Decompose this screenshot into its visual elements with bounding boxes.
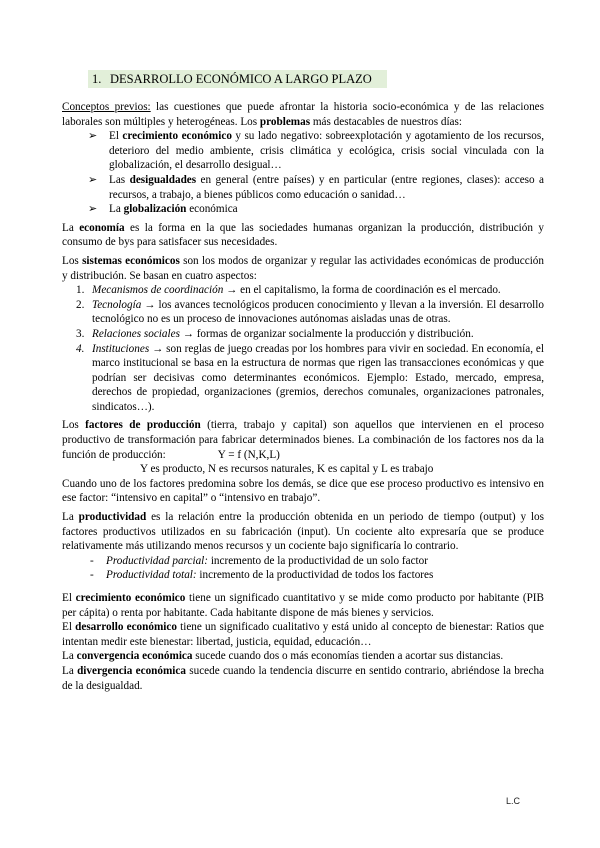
item-number: 3. bbox=[76, 327, 85, 340]
item-label: Mecanismos de coordinación bbox=[92, 284, 224, 297]
sistemas-paragraph bbox=[62, 254, 544, 283]
item-number: 1. bbox=[76, 284, 85, 297]
list-item bbox=[62, 568, 544, 583]
conceptos-intro-end: más destacables de nuestros días: bbox=[310, 115, 462, 128]
divergencia-paragraph bbox=[62, 664, 544, 693]
item-text: incremento de la productividad de un solo factor bbox=[208, 554, 428, 567]
item-text: → los avances tecnológicos producen conocimiento y llevan a la inversión. El desarrollo tecnológico no es un proceso de innovaciones autónomas aisladas unas de otras. bbox=[92, 298, 544, 326]
item-text: y su lado negativo: sobreexplotación y agotamiento de los recursos, deterioro del medio ambiente, crisis climática y ecológica, crisis social vinculada con la globalización, el desarrollo desigual… bbox=[109, 130, 545, 172]
arrow-bullet-icon: ➢ bbox=[88, 203, 98, 216]
economia-term: economía bbox=[79, 221, 125, 234]
list-item bbox=[62, 554, 544, 569]
divergencia-term: divergencia económica bbox=[77, 664, 186, 677]
convergencia-pre: La bbox=[62, 650, 77, 663]
section-title-text: DESARROLLO ECONÓMICO A LARGO PLAZO bbox=[110, 72, 372, 86]
list-item bbox=[84, 202, 544, 217]
productividad-paragraph bbox=[62, 510, 544, 554]
item-label: Tecnología bbox=[92, 298, 142, 311]
factores-text: (tierra, trabajo y capital) son aquellos que intervienen en el proceso productivo de transformación para fabricar determinados bienes. La combinación de los factores nos da la función de producción: bbox=[62, 419, 544, 461]
dash-bullet: - bbox=[90, 569, 94, 582]
item-number: 4. bbox=[76, 342, 85, 355]
economia-paragraph bbox=[62, 221, 544, 250]
factores-term: factores de producción bbox=[85, 419, 201, 432]
item-pre: El bbox=[109, 130, 123, 143]
section-number: 1. bbox=[92, 72, 102, 86]
convergencia-paragraph bbox=[62, 649, 544, 664]
list-item bbox=[62, 327, 544, 342]
arrow-bullet-icon: ➢ bbox=[88, 130, 98, 143]
convergencia-text: sucede cuando dos o más economías tienden a acortar sus distancias. bbox=[192, 650, 504, 663]
item-number: 2. bbox=[76, 298, 85, 311]
item-text: → son reglas de juego creadas por los hombres para vivir en sociedad. En economía, el marco institucional se basa en la estructura de normas que rigen las transacciones económicas y que podrían ser decisivas como determinantes económicos. Ejemplo: Estado, mercado, empresa, derechos de propiedad, organizaciones (gremios, derechos comunales, organizaciones patronales, sindicatos…). bbox=[92, 342, 544, 413]
sistemas-text: son los modos de organizar y regular las actividades económicas de producción y distribución. Se basan en cuatro aspectos: bbox=[62, 254, 544, 282]
predomina-paragraph: Cuando uno de los factores predomina sobre los demás, se dice que ese proceso productivo es intensivo en ese factor: “intensivo en capital” o “intensivo en trabajo”. bbox=[62, 477, 544, 505]
item-text: en general (entre países) y en particular (entre regiones, clases): acceso a recursos, a trabajo, a bienes públicos como educación o sanidad… bbox=[109, 173, 545, 201]
production-formula: Y = f (N,K,L) bbox=[217, 448, 280, 461]
crecimiento-pre: El bbox=[62, 592, 76, 604]
economia-pre: La bbox=[62, 221, 80, 234]
item-text: incremento de la productividad de todos los factores bbox=[196, 569, 434, 582]
sistemas-term: sistemas económicos bbox=[82, 254, 180, 267]
arrow-bullet-icon: ➢ bbox=[88, 173, 98, 186]
section-title bbox=[88, 70, 387, 88]
body-text bbox=[62, 100, 544, 693]
desarrollo-pre: El bbox=[62, 621, 76, 634]
sistemas-list bbox=[62, 283, 544, 414]
divergencia-text: sucede cuando la tendencia discurre en sentido contrario, abriéndose la brecha de la desigualdad. bbox=[62, 664, 544, 692]
item-text: → en el capitalismo, la forma de coordinación es el mercado. bbox=[223, 284, 501, 297]
problemas-list bbox=[84, 129, 544, 217]
item-pre: La bbox=[109, 203, 124, 216]
item-term: globalización bbox=[123, 203, 187, 216]
crecimiento-text: tiene un significado cuantitativo y se mide como producto por habitante (PIB per cápita) o renta por habitante. Cada habitante dispone de más bienes y servicios. bbox=[62, 592, 544, 619]
list-item bbox=[62, 298, 544, 327]
desarrollo-paragraph bbox=[62, 620, 544, 649]
productividad-list bbox=[62, 554, 544, 583]
item-label: Productividad parcial: bbox=[106, 554, 209, 567]
problemas-term: problemas bbox=[259, 115, 311, 128]
list-item bbox=[62, 342, 544, 415]
item-pre: Las bbox=[109, 173, 130, 186]
list-item bbox=[84, 129, 544, 173]
factores-pre: Los bbox=[62, 419, 86, 432]
productividad-text: es la relación entre la producción obtenida en un periodo de tiempo (output) y los factores productivos utilizados en su fabricación (input). Un cociente alto expresaría que se produce relativamente más utilizando menos recursos y un cociente bajo significaría lo contrario. bbox=[62, 511, 544, 553]
item-text: económica bbox=[186, 203, 238, 216]
list-item bbox=[84, 173, 544, 202]
item-term: crecimiento económico bbox=[122, 130, 232, 143]
item-label: Instituciones bbox=[92, 342, 150, 355]
page-footer-initials: L.C bbox=[506, 796, 521, 806]
desarrollo-text: tiene un significado cualitativo y está unido al concepto de bienestar: Ratios que intentan medir este bienestar: libertad, justicia, equidad, educación… bbox=[62, 621, 544, 648]
crecimiento-paragraph bbox=[62, 591, 544, 620]
item-label: Relaciones sociales bbox=[92, 327, 180, 340]
desarrollo-term: desarrollo económico bbox=[75, 621, 177, 634]
conceptos-label: Conceptos previos: bbox=[62, 101, 151, 113]
crecimiento-term: crecimiento económico bbox=[75, 592, 186, 604]
item-text: → formas de organizar socialmente la producción y distribución. bbox=[179, 327, 474, 340]
item-term: desigualdades bbox=[129, 173, 197, 186]
sistemas-pre: Los bbox=[62, 254, 83, 267]
convergencia-term: convergencia económica bbox=[76, 650, 193, 663]
productividad-term: productividad bbox=[78, 511, 147, 524]
list-item bbox=[62, 283, 544, 298]
conceptos-intro: las cuestiones que puede afrontar la historia socio-económica y de las relaciones laborales son múltiples y heterogéneas. Los bbox=[62, 101, 544, 128]
divergencia-pre: La bbox=[62, 664, 78, 677]
factores-paragraph bbox=[62, 418, 544, 462]
item-label: Productividad total: bbox=[106, 569, 197, 582]
formula-legend: Y es producto, N es recursos naturales, K es capital y L es trabajo bbox=[140, 463, 434, 476]
economia-text: es la forma en la que las sociedades humanas organizan la producción, distribución y consumo de bys para satisfacer sus necesidades. bbox=[62, 221, 544, 249]
conceptos-paragraph bbox=[62, 100, 544, 129]
productividad-pre: La bbox=[62, 511, 79, 524]
dash-bullet: - bbox=[90, 554, 94, 567]
